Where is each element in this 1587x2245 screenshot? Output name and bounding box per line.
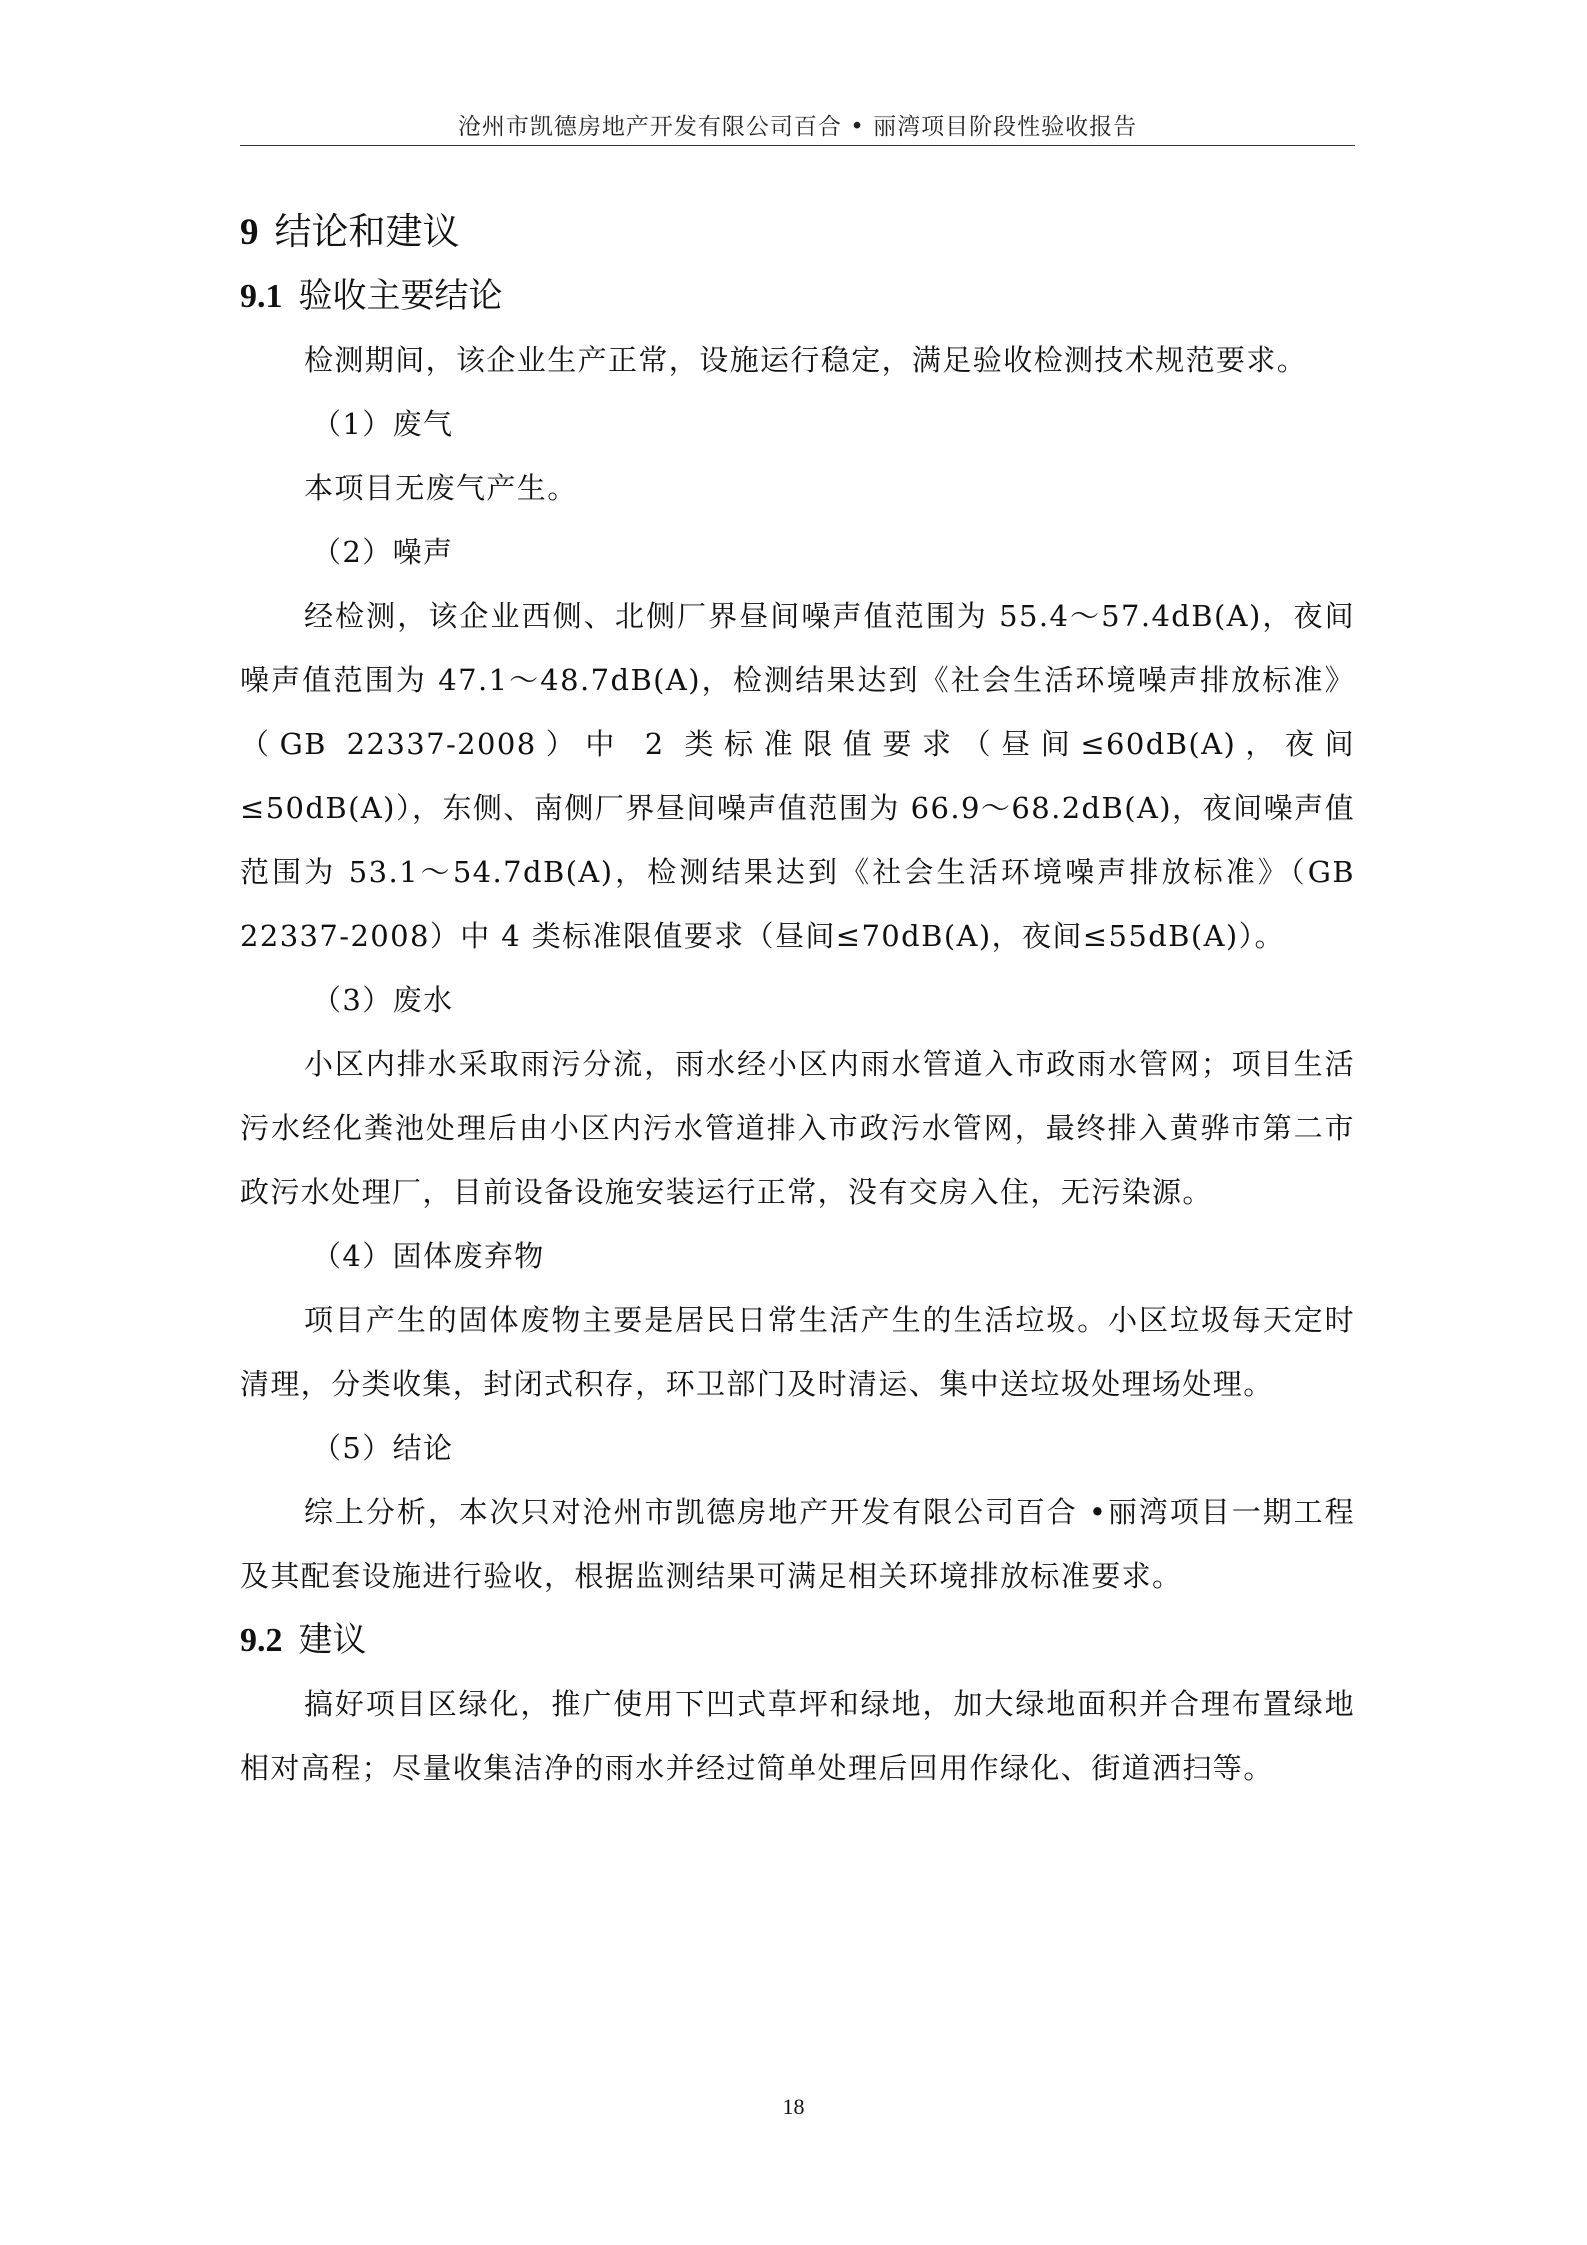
subheading-waste-gas: （1）废气 — [312, 407, 454, 441]
paragraph-noise: 经检测，该企业西侧、北侧厂界昼间噪声值范围为 55.4～57.4dB(A)，夜间噪声值范围为 47.1～48.7dB(A)，检测结果达到《社会生活环境噪声排放标准》（GB 22337-2008）中 2 类标准限值要求（昼间≤60dB(A)，夜间≤50dB(A)），东侧、南侧厂界昼间噪声值范围为 66.9～68.2dB(A)，夜间噪声值范围为 53.1～54.7dB(A)，检测结果达到《社会生活环境噪声排放标准》（GB 22337-2008）中 4 类标准限值要求（昼间≤70dB(A)，夜间≤55dB(A)）。 — [240, 599, 1355, 953]
section-heading-9-2 — [240, 1608, 1355, 1672]
section-number: 9.2 — [240, 1622, 283, 1659]
header-divider — [240, 145, 1355, 146]
subheading-solid-waste: （4）固体废弃物 — [312, 1239, 545, 1273]
paragraph-waste-gas: 本项目无废气产生。 — [304, 471, 578, 505]
subheading-conclusion: （5）结论 — [312, 1431, 454, 1465]
chapter-number: 9 — [240, 212, 259, 253]
section-heading-9-1 — [240, 264, 1355, 328]
page-number: 18 — [782, 2094, 805, 2119]
section-number: 9.1 — [240, 278, 283, 315]
page-content — [240, 200, 1355, 1800]
paragraph-wastewater: 小区内排水采取雨污分流，雨水经小区内雨水管道入市政雨水管网；项目生活污水经化粪池处理后由小区内污水管道排入市政污水管网，最终排入黄骅市第二市政污水处理厂，目前设备设施安装运行正常，没有交房入住，无污染源。 — [240, 1047, 1355, 1209]
subheading-wastewater: （3）废水 — [312, 983, 454, 1017]
paragraph-suggestions: 搞好项目区绿化，推广使用下凹式草坪和绿地，加大绿地面积并合理布置绿地相对高程；尽量收集洁净的雨水并经过简单处理后回用作绿化、街道洒扫等。 — [240, 1687, 1355, 1785]
paragraph-conclusion: 综上分析，本次只对沧州市凯德房地产开发有限公司百合 •丽湾项目一期工程及其配套设施进行验收，根据监测结果可满足相关环境排放标准要求。 — [240, 1495, 1355, 1593]
subheading-noise: （2）噪声 — [312, 535, 454, 569]
intro-paragraph: 检测期间，该企业生产正常，设施运行稳定，满足验收检测技术规范要求。 — [304, 343, 1308, 377]
paragraph-solid-waste: 项目产生的固体废物主要是居民日常生活产生的生活垃圾。小区垃圾每天定时清理，分类收集，封闭式积存，环卫部门及时清运、集中送垃圾处理场处理。 — [240, 1303, 1355, 1401]
page-header: 沧州市凯德房地产开发有限公司百合 • 丽湾项目阶段性验收报告 — [457, 114, 1138, 140]
section-title: 验收主要结论 — [298, 276, 503, 316]
chapter-title: 结论和建议 — [274, 210, 460, 253]
section-title: 建议 — [298, 1620, 367, 1660]
chapter-heading — [240, 200, 1355, 264]
